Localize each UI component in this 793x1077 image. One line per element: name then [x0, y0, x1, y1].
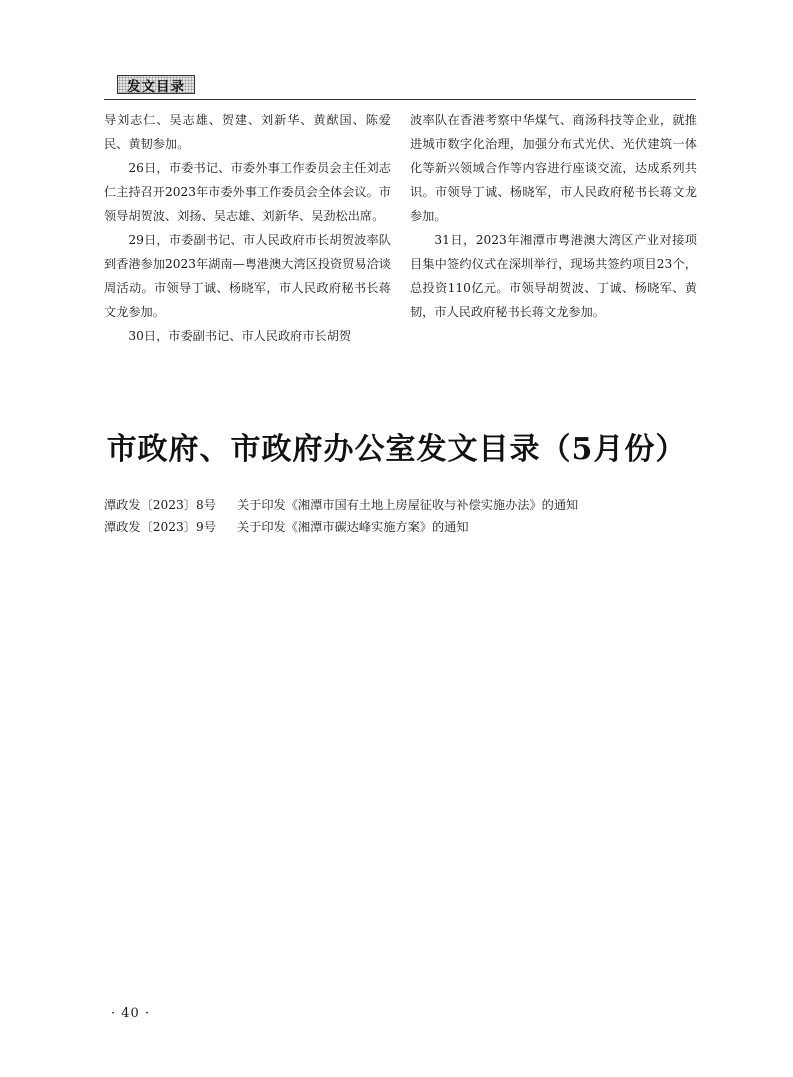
paragraph: 导刘志仁、吴志雄、贺建、刘新华、黄猷国、陈爱民、黄韧参加。 — [104, 113, 391, 151]
paragraph: 波率队在香港考察中华煤气、商汤科技等企业，就推进城市数字化治理，加强分布式光伏、光伏建筑一体化等新兴领域合作等内容进行座谈交流，达成系列共识。市领导丁诚、杨晓军，市人民政府秘书长蒋文龙参加。 — [410, 113, 697, 223]
paragraph: 30日，市委副书记、市人民政府市长胡贺 — [128, 329, 352, 343]
paragraph: 31日，2023年湘潭市粤港澳大湾区产业对接项目集中签约仪式在深圳举行，现场共签约项目23个，总投资110亿元。市领导胡贺波、丁诚、杨晓军、黄韧，市人民政府秘书长蒋文龙参加。 — [410, 233, 697, 319]
page-number: · 40 · — [111, 1006, 151, 1021]
document-title: 关于印发《湘潭市碳达峰实施方案》的通知 — [237, 520, 469, 534]
document-row — [104, 516, 578, 538]
page-title: 市政府、市政府办公室发文目录（5月份） — [106, 432, 687, 467]
paragraph: 29日，市委副书记、市人民政府市长胡贺波率队到香港参加2023年湖南—粤港澳大湾区投资贸易洽谈周活动。市领导丁诚、杨晓军，市人民政府秘书长蒋文龙参加。 — [104, 233, 391, 319]
document-number: 潭政发〔2023〕8号 — [104, 498, 216, 512]
section-tag: 发文目录 — [117, 75, 195, 94]
document-title: 关于印发《湘潭市国有土地上房屋征收与补偿实施办法》的通知 — [237, 498, 579, 512]
right-column — [410, 108, 697, 324]
header-divider — [104, 99, 696, 100]
document-list — [104, 494, 578, 538]
paragraph: 26日，市委书记、市委外事工作委员会主任刘志仁主持召开2023年市委外事工作委员会全体会议。市领导胡贺波、刘扬、吴志雄、刘新华、吴劲松出席。 — [104, 161, 391, 223]
left-column — [104, 108, 391, 348]
document-row — [104, 494, 578, 516]
document-number: 潭政发〔2023〕9号 — [104, 520, 216, 534]
